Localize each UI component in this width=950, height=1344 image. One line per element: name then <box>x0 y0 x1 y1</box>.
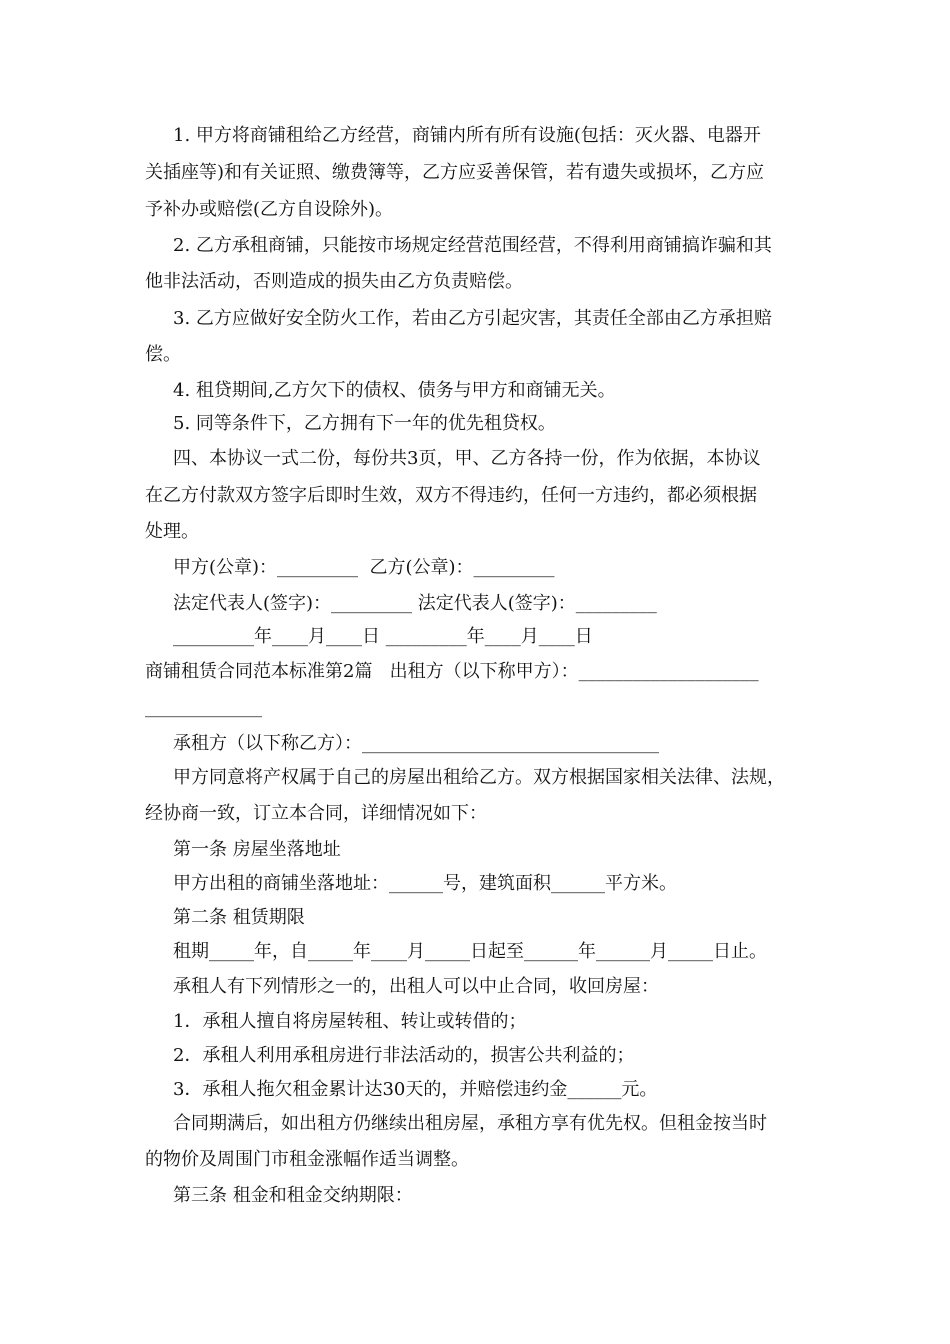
text-line: 四、本协议一式二份，每份共3页，甲、乙方各持一份，作为依据，本协议 <box>173 448 761 469</box>
text-line: _____________ <box>145 697 262 718</box>
text-line: 甲方同意将产权属于自己的房屋出租给乙方。双方根据国家相关法律、法规， <box>173 767 785 788</box>
date-line: _________年____月____日 _________年____月____日 <box>173 626 593 647</box>
text-line: 3. 乙方应做好安全防火工作，若由乙方引起灾害，其责任全部由乙方承担赔 <box>173 308 772 329</box>
text-line: 合同期满后，如出租方仍继续出租房屋，承租方享有优先权。但租金按当时 <box>173 1113 767 1134</box>
clause-heading: 第三条 租金和租金交纳期限： <box>173 1185 413 1206</box>
signature-line: 法定代表人(签字)：_________ 法定代表人(签字)：_________ <box>173 593 657 614</box>
text-line: 1．承租人擅自将房屋转租、转让或转借的； <box>173 1011 527 1032</box>
text-line: 2. 乙方承租商铺，只能按市场规定经营范围经营，不得利用商铺搞诈骗和其 <box>173 235 772 256</box>
text-line: 经协商一致，订立本合同，详细情况如下： <box>145 803 487 824</box>
clause-heading: 第二条 租赁期限 <box>173 907 305 928</box>
clause-heading: 第一条 房屋坐落地址 <box>173 839 341 860</box>
text-line: 在乙方付款双方签字后即时生效，双方不得违约，任何一方违约，都必须根据 <box>145 485 757 506</box>
text-line: 承租人有下列情形之一的，出租人可以中止合同，收回房屋： <box>173 976 659 997</box>
text-line: 关插座等)和有关证照、缴费簿等，乙方应妥善保管，若有遗失或损坏，乙方应 <box>145 162 765 183</box>
text-line: 予补办或赔偿(乙方自设除外)。 <box>145 199 394 220</box>
text-line: 处理。 <box>145 521 199 542</box>
text-line: 的物价及周围门市租金涨幅作适当调整。 <box>145 1149 469 1170</box>
text-line: 4. 租贷期间,乙方欠下的债权、债务与甲方和商铺无关。 <box>173 380 616 401</box>
text-line: 甲方出租的商铺坐落地址：______号，建筑面积______平方米。 <box>173 873 677 894</box>
text-line: 2．承租人利用承租房进行非法活动的，损害公共利益的； <box>173 1045 635 1066</box>
section-title-line: 商铺租赁合同范本标准第2篇 出租方（以下称甲方）：____________________ <box>145 661 759 682</box>
text-line: 1. 甲方将商铺租给乙方经营，商铺内所有所有设施(包括：灭火器、电器开 <box>173 125 761 146</box>
text-line: 偿。 <box>145 344 181 365</box>
text-line: 3．承租人拖欠租金累计达30天的，并赔偿违约金______元。 <box>173 1079 658 1100</box>
text-line: 5. 同等条件下，乙方拥有下一年的优先租贷权。 <box>173 413 556 434</box>
text-line: 租期_____年，自_____年____月_____日起至______年______月_____日止。 <box>173 941 767 962</box>
signature-line: 甲方(公章)：_________ 乙方(公章)：_________ <box>173 557 555 578</box>
text-line: 承租方（以下称乙方）：_________________________________ <box>173 733 659 754</box>
text-line: 他非法活动，否则造成的损失由乙方负责赔偿。 <box>145 271 523 292</box>
